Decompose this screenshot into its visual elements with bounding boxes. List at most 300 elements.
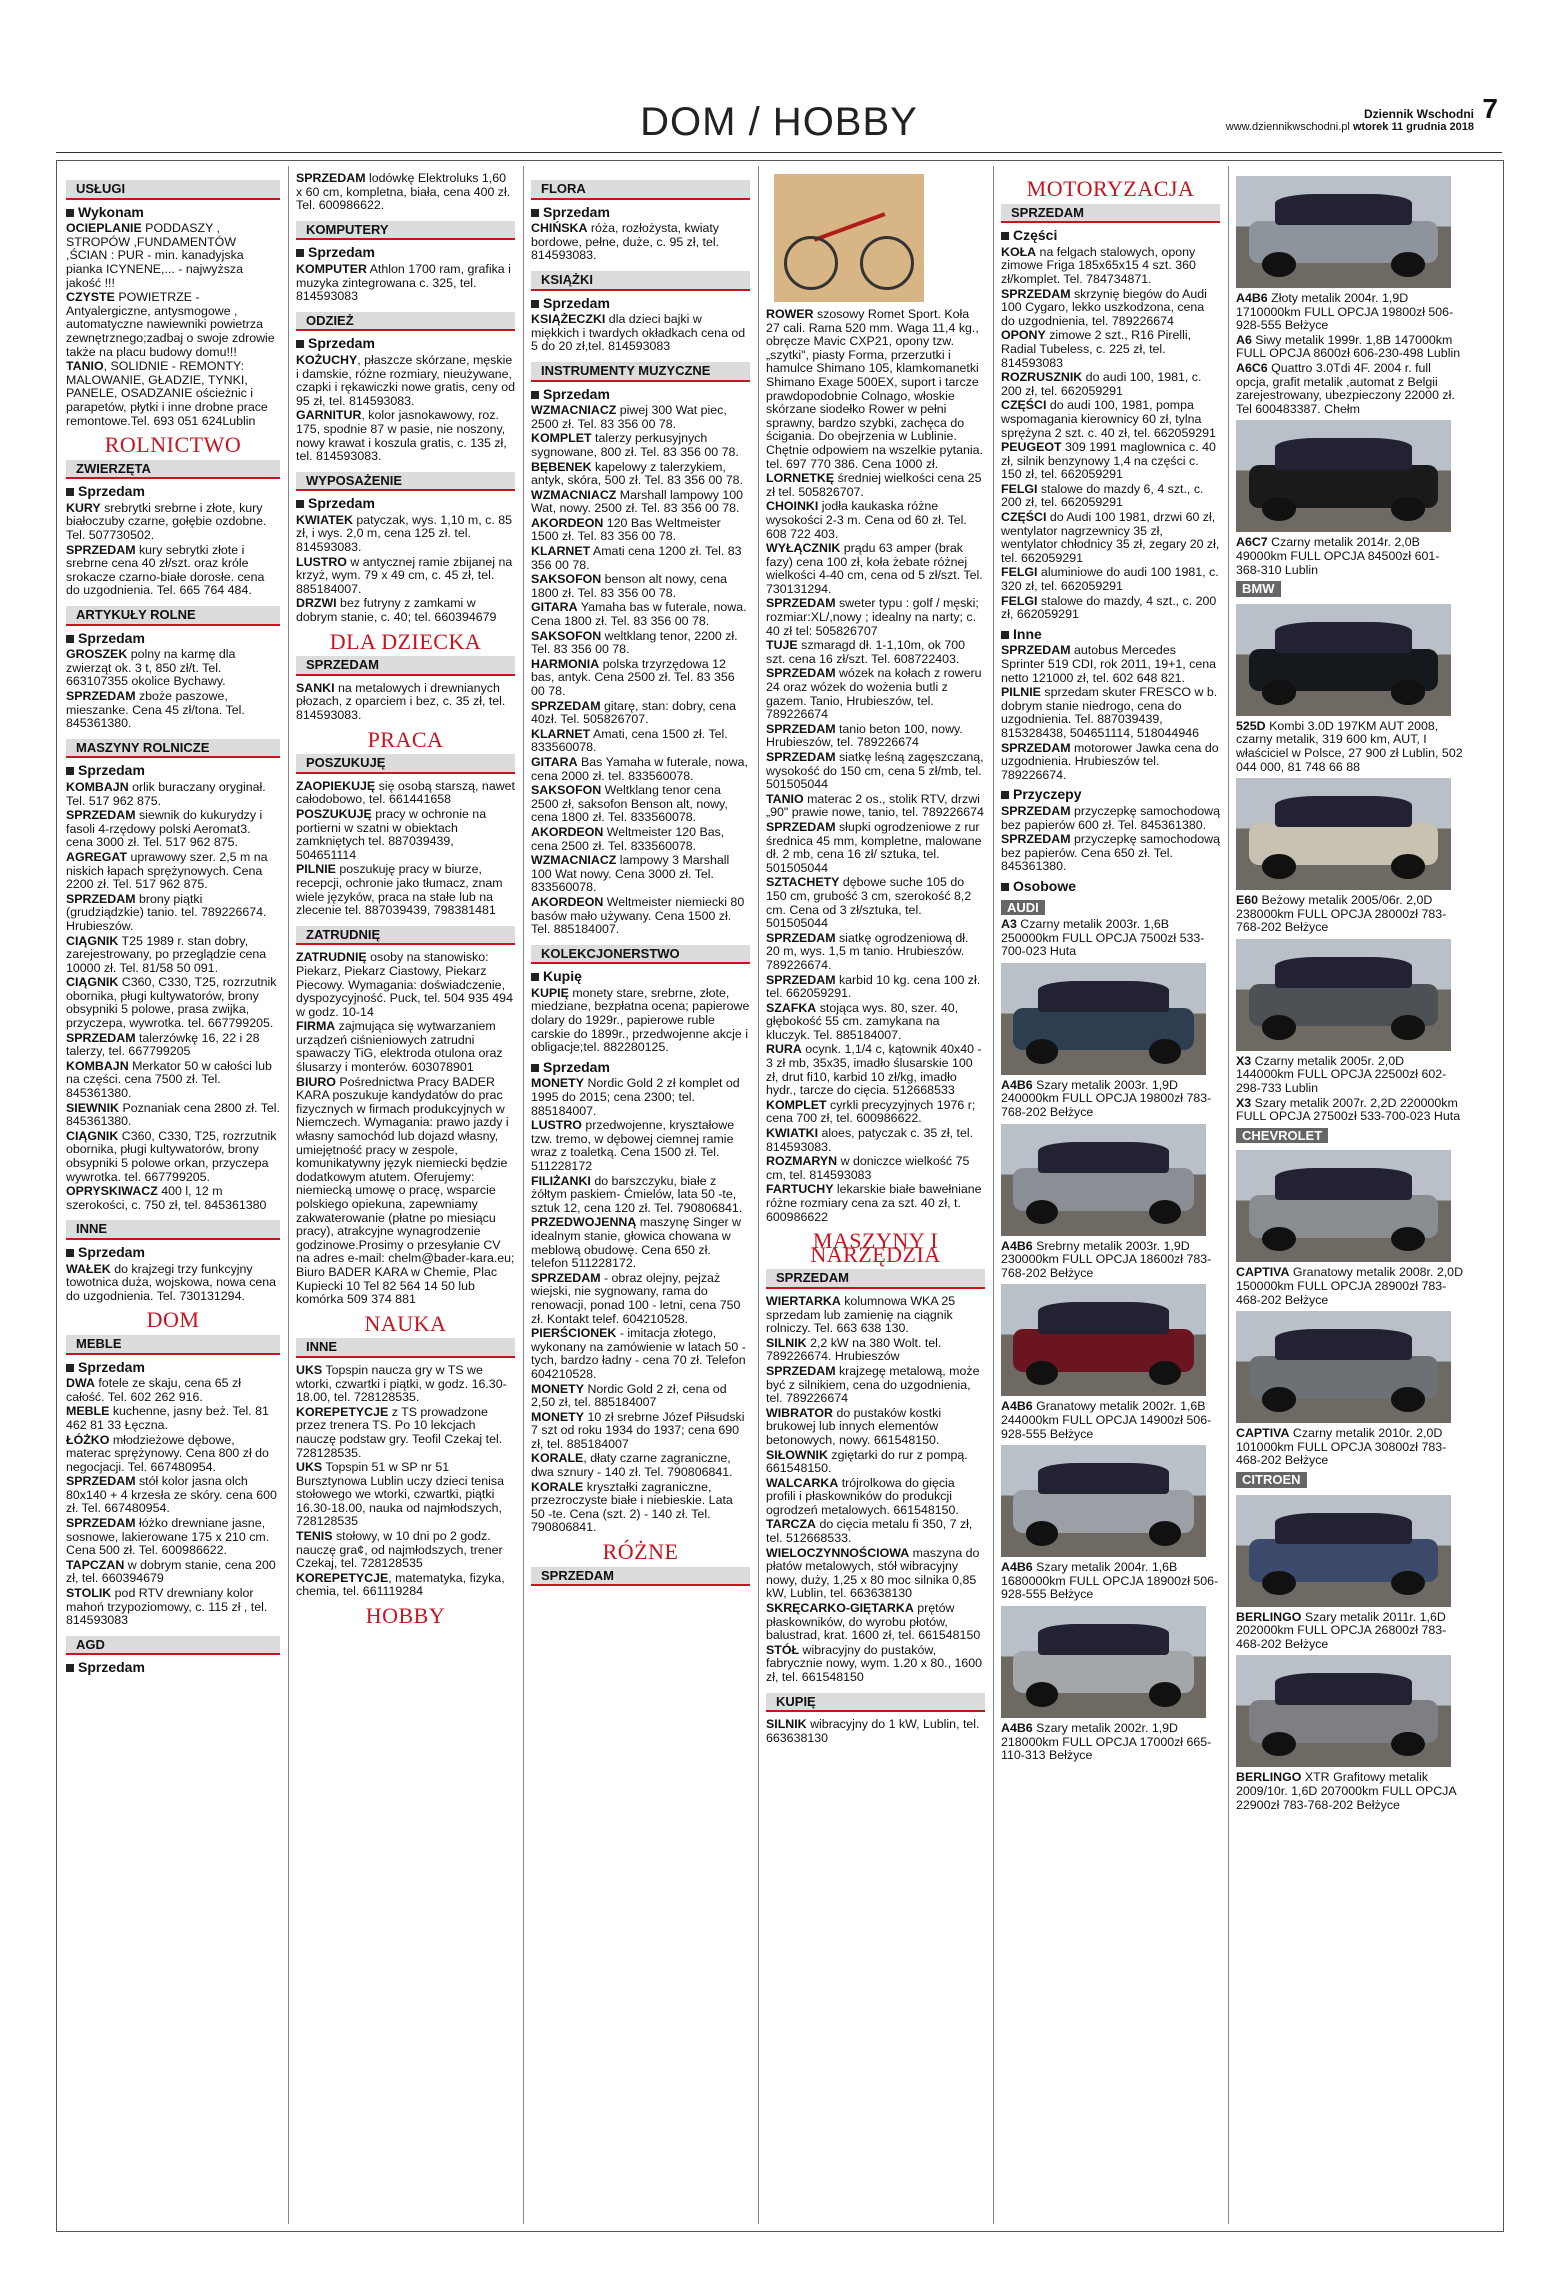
classified-ad bbox=[766, 1043, 985, 1097]
ad-keyword: A4B6 bbox=[1001, 1560, 1033, 1575]
car-photo bbox=[1236, 604, 1451, 716]
brand-label-row bbox=[1001, 897, 1220, 919]
ad-keyword: KUPIĘ bbox=[531, 985, 569, 1000]
ad-keyword: ŁÓŻKO bbox=[66, 1432, 110, 1447]
column-5 bbox=[1001, 172, 1220, 2222]
ad-text: sweter typu : golf / męski; rozmiar:XL/,nowy ; idealny na narty; c. 40 zł tel: 505826707 bbox=[766, 596, 979, 638]
ad-text: do barszczyku, białe z żółtym paskiem- Ćmielów, lata 50 -te, sztuk 12, cena 120 zł. Tel. 790806841. bbox=[531, 1173, 743, 1215]
category-header: KSIĄŻKI bbox=[531, 271, 750, 291]
classified-ad bbox=[296, 1530, 515, 1571]
ad-keyword: KOŁA bbox=[1001, 244, 1037, 259]
ad-text: Quattro 3.0Tdi 4F. 2004 r. full opcja, grafit metalik ,automat z Belgii zarejestrowany, ubezpieczony 22000 zł. Tel 600483387. Chełm bbox=[1236, 360, 1455, 416]
classified-ad bbox=[766, 932, 985, 973]
ad-keyword: A6C6 bbox=[1236, 360, 1268, 375]
ad-keyword: TAPCZAN bbox=[66, 1557, 125, 1572]
classified-ad bbox=[66, 1475, 280, 1516]
section-heading: MOTORYZACJA bbox=[1026, 176, 1195, 201]
ad-keyword: SPRZEDAM bbox=[766, 972, 836, 987]
ad-text: przyczepkę samochodową bez papierów 600 zł. Tel. 845361380. bbox=[1001, 803, 1220, 832]
ad-keyword: WYŁĄCZNIK bbox=[766, 541, 841, 556]
ad-keyword: SPRZEDAM bbox=[766, 1363, 836, 1378]
classified-ad bbox=[1001, 329, 1220, 370]
ad-text: C360, C330, T25, rozrzutnik obornika, pługi kultywatorów, brony obsypniki 5 polowe orkan, przyczepa wywrotka. tel. 667799205. bbox=[66, 1128, 277, 1184]
car-window bbox=[1275, 438, 1413, 469]
ad-keyword: SPRZEDAM bbox=[66, 1516, 136, 1531]
classified-ad bbox=[766, 1183, 985, 1224]
car-wheel bbox=[1262, 680, 1296, 705]
classified-ad bbox=[766, 1002, 985, 1043]
ad-text: osoby na stanowisko: Piekarz, Piekarz Ciastowy, Piekarz Piecowy. Wymagania: doświadczenie, dyspozycyjność. Puck, tel. 504 935 494 w godz. 10-14 bbox=[296, 950, 513, 1019]
brand-label-row bbox=[1236, 1125, 1464, 1147]
ad-text: materac 2 os., stolik RTV, drzwi „90" prawie nowe, tanio, tel. 789226674 bbox=[766, 791, 984, 820]
classified-ad bbox=[531, 1452, 750, 1479]
ad-keyword: CAPTIVA bbox=[1236, 1265, 1290, 1280]
ad-keyword: CIĄGNIK bbox=[66, 933, 119, 948]
ad-text: poszukuję pracy w biurze, recepcji, ochronie jako tłumacz, znam wiele języków, praca na stałe lub na zlecenie tel. 887039439, 798381481 bbox=[296, 862, 503, 918]
classified-ad bbox=[1236, 1611, 1464, 1652]
classified-ad bbox=[66, 1434, 280, 1475]
ad-keyword: KSIĄŻECZKI bbox=[531, 312, 606, 327]
classified-ad bbox=[66, 502, 280, 543]
ad-keyword: A3 bbox=[1001, 917, 1017, 932]
ad-keyword: KOREPETYCJE bbox=[296, 1570, 389, 1585]
category-header: POSZUKUJĘ bbox=[296, 754, 515, 774]
ad-text: Siwy metalik 1999r. 1,8B 147000km FULL OPCJA 8600zł 606-230-498 Lublin bbox=[1236, 332, 1461, 361]
classified-ad bbox=[296, 354, 515, 408]
classified-ad bbox=[1001, 399, 1220, 440]
classified-ad bbox=[531, 545, 750, 572]
car-window bbox=[1038, 1302, 1169, 1333]
classified-ad bbox=[1236, 1097, 1464, 1124]
ad-keyword: CZĘŚCI bbox=[1001, 398, 1047, 413]
classified-ad bbox=[296, 808, 515, 862]
ad-keyword: MONETY bbox=[531, 1381, 585, 1396]
ad-text: prętów płaskowników, do wyrobu płotów, balustrad, krat. 1600 zł, tel. 661548150 bbox=[766, 1601, 981, 1643]
ad-text: stalowe do mazdy 6, 4 szt., c. 200 zł, tel. 662059291 bbox=[1001, 481, 1204, 510]
classified-ad bbox=[766, 821, 985, 875]
ad-keyword: LUSTRO bbox=[531, 1118, 582, 1133]
ad-keyword: LUSTRO bbox=[296, 554, 347, 569]
classified-ad bbox=[66, 222, 280, 290]
ad-keyword: ZAOPIEKUJĘ bbox=[296, 778, 376, 793]
classified-ad bbox=[1001, 918, 1220, 959]
ad-keyword: CIĄGNIK bbox=[66, 975, 119, 990]
ad-keyword: OPONY bbox=[1001, 328, 1046, 343]
classified-ad bbox=[296, 514, 515, 555]
ad-text: , matematyka, fizyka, chemia, tel. 661119284 bbox=[296, 1570, 505, 1599]
ad-text: , kolor jasnokawowy, roz. 175, spodnie 87 w pasie, nie noszony, nowy krawat i koszula gratis, c. 135 zł, tel. 814593083. bbox=[296, 408, 507, 464]
ad-text: do krajzegi trzy funkcyjny towotnica duża, wojskowa, nowa cena do uzgodnienia. Tel. 730131294. bbox=[66, 1261, 277, 1303]
car-wheel bbox=[1026, 1361, 1059, 1386]
ad-text: , dłaty czarne zagraniczne, dwa sznury - 140 zł. Tel. 790806841. bbox=[531, 1451, 733, 1480]
subcategory-label: Sprzedam bbox=[66, 632, 280, 646]
ad-text: szmaragd dł. 1-1,10m, ok 700 szt. cena 16 zł/szt. Tel. 608722403. bbox=[766, 638, 966, 666]
ad-keyword: AKORDEON bbox=[531, 515, 604, 530]
classified-ad bbox=[1001, 833, 1220, 874]
ad-keyword: CHIŃSKA bbox=[531, 221, 588, 236]
ad-keyword: KURY bbox=[66, 500, 101, 515]
ad-keyword: FELGI bbox=[1001, 565, 1038, 580]
ad-keyword: SPRZEDAM bbox=[766, 930, 836, 945]
subcategory-label: Sprzedam bbox=[66, 1361, 280, 1375]
classified-ad bbox=[66, 1263, 280, 1304]
classified-ad bbox=[531, 1119, 750, 1173]
ad-text: , płaszcze skórzane, męskie i damskie, różne rozmiary, nieużywane, czapki i rękawiczki nowe gratis, ceny od 95 zł, tel. 814593083. bbox=[296, 352, 515, 408]
ad-text: Złoty metalik 2004r. 1,9D 1710000km FULL OPCJA 19800zł 506-928-555 Bełżyce bbox=[1236, 291, 1454, 333]
ad-text: lampowy 3 Marshall 100 Wat nowy. Cena 3000 zł. Tel. 833560078. bbox=[531, 853, 730, 895]
ad-text: Czarny metalik 2010r. 2,0D 101000km FULL OPCJA 30800zł 783-468-202 Bełżyce bbox=[1236, 1426, 1447, 1468]
category-header: INNE bbox=[296, 1338, 515, 1358]
ad-text: do audi 100, 1981, c. 200 zł, tel. 662059291 bbox=[1001, 370, 1202, 398]
column-divider bbox=[993, 166, 994, 2224]
category-header: AGD bbox=[66, 1636, 280, 1656]
classified-ad bbox=[766, 1365, 985, 1406]
car-wheel bbox=[1149, 1521, 1182, 1546]
ad-text: Nordic Gold 2 zł komplet od 1995 do 2015; cena 2300; tel. 885184007. bbox=[531, 1076, 740, 1118]
subcategory-label: Sprzedam bbox=[531, 1061, 750, 1075]
ad-keyword: GITARA bbox=[531, 754, 578, 769]
column-divider bbox=[1228, 166, 1229, 2224]
ad-keyword: RURA bbox=[766, 1042, 802, 1057]
ad-text: zboże paszowe, mieszanke. Cena 45 zł/tona. Tel. 845361380. bbox=[66, 689, 245, 731]
ad-keyword: SPRZEDAM bbox=[66, 542, 136, 557]
ad-keyword: KOMPLET bbox=[531, 431, 592, 446]
ad-text: przyczepkę samochodową bez papierów. Cena 650 zł. Tel. 845361380. bbox=[1001, 832, 1220, 874]
bicycle-wheel bbox=[860, 236, 914, 290]
ad-keyword: PILNIE bbox=[1001, 685, 1041, 700]
paper-url[interactable]: www.dziennikwschodni.pl bbox=[1225, 121, 1350, 133]
header-rule bbox=[56, 152, 1502, 153]
ad-keyword: SPRZEDAM bbox=[66, 1030, 136, 1045]
ad-text: fotele ze skaju, cena 65 zł całość. Tel. 602 262 916. bbox=[66, 1376, 241, 1404]
ad-text: aloes, patyczak c. 35 zł, tel. 814593083. bbox=[766, 1126, 974, 1154]
classified-ad bbox=[66, 1130, 280, 1184]
page-title: DOM / HOBBY bbox=[640, 100, 918, 144]
ad-text: Czarny metalik 2014r. 2,0B 49000km FULL OPCJA 84500zł 601-368-310 Lublin bbox=[1236, 535, 1440, 577]
ad-text: zimowe 2 szt., R16 Pirelli, Radial Tubeless, c. 225 zł, tel. 814593083 bbox=[1001, 328, 1192, 370]
ad-text: Amati cena 1200 zł. Tel. 83 356 00 78. bbox=[531, 544, 742, 572]
ad-keyword: SAKSOFON bbox=[531, 783, 602, 798]
section-heading: RÓŻNE bbox=[602, 1539, 679, 1565]
column-3 bbox=[531, 172, 750, 2222]
ad-text: pod RTV drewniany kolor mahoń trzypoziomowy, c. 115 zł , tel. 814593083 bbox=[66, 1586, 268, 1628]
ad-keyword: PEUGEOT bbox=[1001, 440, 1062, 455]
ad-text: cyrkli precyzyjnych 1976 r; cena 700 zł, tel. 600986622. bbox=[766, 1097, 976, 1126]
ad-text: 10 zł srebrne Józef Piłsudski 7 szt od roku 1934 do 1937; cena 690 zł, tel. 885184007 bbox=[531, 1409, 745, 1451]
classified-ad bbox=[766, 1449, 985, 1476]
car-window bbox=[1275, 1329, 1413, 1360]
category-header: MEBLE bbox=[66, 1335, 280, 1355]
ad-keyword: GITARA bbox=[531, 600, 578, 615]
classified-ad bbox=[296, 1020, 515, 1074]
ad-text: Czarny metalik 2003r. 1,6B 250000km FULL OPCJA 7500zł 533-700-023 Huta bbox=[1001, 917, 1205, 959]
classified-ad bbox=[531, 987, 750, 1055]
ad-keyword: BERLINGO bbox=[1236, 1770, 1302, 1785]
category-header: FLORA bbox=[531, 180, 750, 200]
car-photo bbox=[1236, 1150, 1451, 1262]
classified-ad bbox=[1236, 334, 1464, 361]
ad-text: stół kolor jasna olch 80x140 + 4 krzesła ze skóry. cena 600 zł. Tel. 667480954. bbox=[66, 1474, 277, 1516]
classified-ad bbox=[531, 826, 750, 853]
ad-text: na felgach stalowych, opony zimowe Friga 185x65x15 4 szt. 360 zł/komplet. Tel. 784734871. bbox=[1001, 244, 1196, 286]
car-window bbox=[1038, 1463, 1169, 1494]
ad-text: kolumnowa WKA 25 sprzedam lub zamienię na ciągnik rolniczy. Tel. 663 638 130. bbox=[766, 1293, 956, 1336]
classified-ad bbox=[531, 700, 750, 727]
ad-keyword: SZAFKA bbox=[766, 1000, 817, 1015]
ad-keyword: OPRYSKIWACZ bbox=[66, 1184, 158, 1199]
ad-text: weltklang tenor, 2200 zł. Tel. 83 356 00 78. bbox=[531, 628, 738, 657]
car-wheel bbox=[1391, 1227, 1425, 1252]
brand-label: AUDI bbox=[1001, 900, 1045, 916]
ad-text: się osobą starszą, nawet całodobowo, tel. 661441658 bbox=[296, 778, 515, 807]
ad-keyword: WZMACNIACZ bbox=[531, 853, 617, 868]
ad-keyword: DWA bbox=[66, 1376, 95, 1391]
ad-text: 400 l, 12 m szerokości, c. 750 zł, tel. 845361380 bbox=[66, 1184, 267, 1212]
subcategory-label: Przyczepy bbox=[1001, 788, 1220, 802]
ad-text: Szary metalik 2004r. 1,6B 1680000km FULL OPCJA 18900zł 506-928-555 Bełżyce bbox=[1001, 1560, 1219, 1602]
ad-keyword: E60 bbox=[1236, 893, 1259, 908]
ad-keyword: SILNIK bbox=[766, 1717, 807, 1732]
classified-ad bbox=[531, 854, 750, 895]
subcategory-label: Sprzedam bbox=[531, 297, 750, 311]
ad-keyword: SPRZEDAM bbox=[766, 819, 836, 834]
classified-ad bbox=[1236, 1055, 1464, 1096]
ad-keyword: TANIO bbox=[766, 791, 804, 806]
column-4 bbox=[766, 172, 985, 2222]
car-wheel bbox=[1391, 252, 1425, 277]
ad-text: Szary metalik 2011r. 1,6D 202000km FULL OPCJA 26800zł 783-468-202 Bełżyce bbox=[1236, 1609, 1447, 1651]
classified-ad bbox=[531, 432, 750, 459]
classified-ad bbox=[1236, 292, 1464, 333]
classified-ad bbox=[66, 1559, 280, 1586]
ad-keyword: KOMBAJN bbox=[66, 779, 129, 794]
ad-text: monety stare, srebrne, złote, miedziane, bezpłatna ocena; papierowe dolary do 1929r., papierowe ruble carskie do 1899r., przedwojenne akcje i obligacje;tel. 882280125. bbox=[531, 985, 750, 1055]
classified-ad bbox=[531, 489, 750, 516]
ad-text: uprawowy szer. 2,5 m na niskich łapach sprężynowych. Cena 2200 zł. Tel. 517 962 875. bbox=[66, 849, 268, 892]
ad-keyword: SPRZEDAM bbox=[66, 689, 136, 703]
ad-keyword: WZMACNIACZ bbox=[531, 487, 617, 502]
ad-text: na metalowych i drewnianych płozach, z oparciem i bez, c. 35 zł, tel. 814593083. bbox=[296, 680, 506, 722]
ad-text: wózek na kołach z roweru 24 oraz wózek do wożenia butli z gazem. Tanio, Hrubieszów, tel. 789226674 bbox=[766, 666, 982, 722]
ad-keyword: AKORDEON bbox=[531, 894, 604, 909]
ad-keyword: KORALE bbox=[531, 1479, 584, 1494]
section-heading: PRACA bbox=[367, 726, 444, 752]
ad-text: Nordic Gold 2 zł, cena od 2,50 zł, tel. 885184007 bbox=[531, 1381, 727, 1410]
ad-keyword: TENIS bbox=[296, 1529, 333, 1544]
ad-keyword: KOŻUCHY bbox=[296, 352, 358, 367]
car-photo bbox=[1236, 778, 1451, 890]
ad-text: Weltklang tenor cena 2500 zł, saksofon Benson alt, nowy, cena 1800 zł. Tel. 833560078. bbox=[531, 783, 728, 825]
ad-keyword: BIURO bbox=[296, 1074, 336, 1089]
ad-text: dla dzieci bajki w miękkich i twardych okładkach cena od 5 do 20 zł,tel. 814593083 bbox=[531, 312, 746, 354]
car-wheel bbox=[1262, 1015, 1296, 1040]
ad-keyword: CZYSTE bbox=[66, 290, 115, 305]
classified-ad bbox=[1001, 1561, 1220, 1602]
classified-ad bbox=[1001, 805, 1220, 832]
ad-keyword: FARTUCHY bbox=[766, 1182, 834, 1197]
column-divider bbox=[523, 166, 524, 2224]
ad-keyword: CZĘŚCI bbox=[1001, 510, 1047, 525]
classified-ad bbox=[296, 172, 515, 213]
car-wheel bbox=[1149, 1039, 1182, 1064]
ad-keyword: FELGI bbox=[1001, 593, 1038, 608]
ad-text: Merkator 50 w całości lub na części. cena 7500 zł. Tel. 845361380. bbox=[66, 1058, 272, 1101]
ad-text: 120 Bas Weltmeister 1500 zł. Tel. 83 356 00 78. bbox=[531, 515, 721, 544]
car-wheel bbox=[1149, 1200, 1182, 1225]
classified-ad bbox=[66, 544, 280, 598]
classified-ad bbox=[531, 1481, 750, 1535]
ad-keyword: A4B6 bbox=[1001, 1721, 1033, 1735]
ad-text: srebrytki srebrne i złote, kury białoczuby czarne, gołębie ozdobne. Tel. 507730502. bbox=[66, 500, 267, 543]
car-window bbox=[1038, 1142, 1169, 1173]
ad-keyword: POSZUKUJĘ bbox=[296, 806, 372, 821]
ad-text: polny na karmę dla zwierząt ok. 3 t, 850 zł/t. Tel. 663107355 okolice Bychawy. bbox=[66, 647, 236, 689]
ad-text: Amati, cena 1500 zł. Tel. 833560078. bbox=[531, 726, 728, 755]
classified-ad bbox=[1001, 566, 1220, 593]
subcategory-label: Sprzedam bbox=[66, 1661, 280, 1675]
category-header: KOLEKCJONERSTWO bbox=[531, 945, 750, 965]
ad-keyword: SAKSOFON bbox=[531, 572, 602, 587]
column-1 bbox=[66, 172, 280, 2222]
car-photo bbox=[1236, 420, 1451, 532]
ad-text: skrzynię biegów do Audi 100 Cygaro, lekko uszkodzona, cena do uzgodnienia, tel. 789226674 bbox=[1001, 286, 1207, 328]
classified-ad bbox=[1001, 1240, 1220, 1281]
ad-text: maszynę Singer w idealnym stanie, głowica chowana w meblową obudowę. Cena 650 zł. telefon 511228172. bbox=[531, 1215, 742, 1271]
ad-text: patyczak, wys. 1,10 m, c. 85 zł, i wys. 2,0 m, cena 125 zł. tel. 814593083. bbox=[296, 512, 512, 555]
ad-keyword: GROSZEK bbox=[66, 647, 128, 662]
ad-text: pracy w ochronie na portierni w szatni w obiektach zamkniętych tel. 887039439, 504651114 bbox=[296, 806, 487, 862]
classified-ad bbox=[296, 1364, 515, 1405]
car-wheel bbox=[1262, 854, 1296, 879]
ad-keyword: LORNETKĘ bbox=[766, 471, 835, 486]
ad-text: kryształki zagraniczne, przezroczyste białe i niebieskie. Lata 50 -te. Cena (szt. 2) - 140 zł. Tel. 790806841. bbox=[531, 1479, 733, 1535]
ad-keyword: GARNITUR bbox=[296, 408, 362, 423]
ad-text: lekarskie białe bawełniane różne rozmiary cena za szt. 40 zł, t. 600986622 bbox=[766, 1182, 982, 1224]
ad-text: szosowy Romet Sport. Koła 27 cali. Rama 520 mm. Waga 11,4 kg., obręcze Mavic CXP21, opony tzw. „szytki", piasty Forma, przerzutki i hamulce Shimano 105, klamkomanetki Shimano Exage 500EX, suport i tarcze prawdopodobnie Colnago, włoskie skórzane siodełko Rower w pełni sprawny, bardzo szybki, zachęca do ścigania. Do obejrzenia w Lublinie. Chętnie odpowiem na wszelkie pytania. tel. 697 770 386. Cena 1000 zł. bbox=[766, 307, 983, 471]
ad-text: Szary metalik 2007r. 2,2D 220000km FULL OPCJA 27500zł 533-700-023 Huta bbox=[1236, 1095, 1461, 1124]
car-photo bbox=[1236, 939, 1451, 1051]
subcategory-label: Sprzedam bbox=[296, 337, 515, 351]
ad-keyword: SILNIK bbox=[766, 1335, 807, 1350]
classified-ad bbox=[531, 1383, 750, 1410]
brand-label: CHEVROLET bbox=[1236, 1128, 1328, 1144]
classified-ad bbox=[1001, 511, 1220, 565]
ad-keyword: PRZEDWOJENNĄ bbox=[531, 1215, 637, 1230]
ad-keyword: BERLINGO bbox=[1236, 1609, 1302, 1624]
car-photo bbox=[1236, 1655, 1451, 1767]
ad-text: XTR Grafitowy metalik 2009/10r. 1,6D 207000km FULL OPCJA 22900zł 783-768-202 Bełżyce bbox=[1236, 1770, 1456, 1812]
ad-text: krajzegę metalową, może być z silnikiem, cena do uzgodnienia, tel. 789226674 bbox=[766, 1363, 980, 1406]
car-photo bbox=[1001, 1606, 1206, 1718]
classified-ad bbox=[1236, 1771, 1464, 1812]
car-photo bbox=[1236, 1495, 1451, 1607]
ad-keyword: SIŁOWNIK bbox=[766, 1447, 828, 1462]
ad-text: zajmująca się wytwarzaniem urządzeń ciśnieniowych zatrudni spawaczy TiG, elektroda otulona oraz ślusarzy i monterów. 603078901 bbox=[296, 1019, 503, 1075]
ad-text: karbid 10 kg. cena 100 zł. tel. 662059291. bbox=[766, 972, 981, 1001]
car-window bbox=[1038, 981, 1169, 1012]
category-header: SPRZEDAM bbox=[296, 656, 515, 676]
classified-ad bbox=[531, 461, 750, 488]
ad-keyword: SPRZEDAM bbox=[1001, 286, 1071, 301]
classified-ad bbox=[66, 809, 280, 850]
ad-text: Szary metalik 2002r. 1,9D 218000km FULL OPCJA 17000zł 665-110-313 Bełżyce bbox=[1001, 1721, 1212, 1763]
ad-text: Srebrny metalik 2003r. 1,9D 230000km FULL OPCJA 18600zł 783-768-202 Bełżyce bbox=[1001, 1238, 1212, 1280]
ad-keyword: FELGI bbox=[1001, 481, 1038, 496]
classified-ad bbox=[766, 1644, 985, 1685]
ad-text: brony piątki (grudziądzkie) tanio. tel. 789226674. Hrubieszów. bbox=[66, 891, 267, 933]
classified-ad bbox=[766, 308, 985, 471]
classified-ad bbox=[531, 728, 750, 755]
ad-keyword: ROWER bbox=[766, 307, 814, 321]
ad-keyword: KLARNET bbox=[531, 544, 591, 559]
ad-text: tanio beton 100, nowy. Hrubieszów, tel. 789226674 bbox=[766, 721, 963, 750]
car-window bbox=[1038, 1624, 1169, 1655]
section-heading: ROLNICTWO bbox=[104, 432, 242, 458]
ad-keyword: TANIO bbox=[66, 359, 104, 374]
section-heading: HOBBY bbox=[365, 1603, 446, 1629]
classified-ad bbox=[1001, 595, 1220, 622]
ad-text: autobus Mercedes Sprinter 519 CDI, rok 2011, 19+1, cena netto 121000 zł, tel. 602 648 821. bbox=[1001, 643, 1217, 685]
car-wheel bbox=[1026, 1682, 1059, 1707]
classified-ad bbox=[66, 291, 280, 359]
ad-keyword: SPRZEDAM bbox=[531, 698, 601, 713]
category-header: ARTYKUŁY ROLNE bbox=[66, 606, 280, 626]
car-wheel bbox=[1391, 1015, 1425, 1040]
classified-ad bbox=[531, 784, 750, 825]
issue-date: wtorek 11 grudnia 2018 bbox=[1352, 121, 1474, 133]
ad-keyword: KLARNET bbox=[531, 726, 591, 741]
car-wheel bbox=[1391, 1387, 1425, 1412]
ad-keyword: SPRZEDAM bbox=[766, 721, 836, 736]
column-divider bbox=[758, 166, 759, 2224]
ad-keyword: A4B6 bbox=[1001, 1399, 1033, 1414]
ad-text: siewnik do kukurydzy i fasoli 4-rzędowy polski Aeromat3. cena 3000 zł. Tel. 517 962 875. bbox=[66, 808, 263, 850]
ad-keyword: A6 bbox=[1236, 332, 1252, 347]
subcategory-label: Osobowe bbox=[1001, 880, 1220, 894]
column-divider bbox=[288, 166, 289, 2224]
car-wheel bbox=[1391, 1732, 1425, 1757]
ad-text: polska trzyrzędowa 12 bas, antyk. Cena 2500 zł. Tel. 83 356 00 78. bbox=[531, 656, 735, 698]
ad-text: siatkę ogrodzeniową dł. 20 m, wys. 1,5 m tanio. Hrubieszów. 789226674. bbox=[766, 930, 969, 972]
car-wheel bbox=[1262, 1571, 1296, 1596]
ad-keyword: WAŁEK bbox=[66, 1261, 111, 1276]
classified-ad bbox=[766, 793, 985, 820]
ad-text: aluminiowe do audi 100 1981, c. 320 zł, tel. 662059291 bbox=[1001, 565, 1219, 594]
car-window bbox=[1275, 194, 1413, 225]
ad-keyword: 525D bbox=[1236, 718, 1266, 733]
classified-ad bbox=[296, 863, 515, 917]
ad-text: 309 1991 maglownica c. 40 zł, silnik benzynowy 1,4 na części c. 150 zł, tel. 662059291 bbox=[1001, 440, 1216, 482]
ad-text: Czarny metalik 2005r. 2,0D 144000km FULL OPCJA 22500zł 602-298-733 Lublin bbox=[1236, 1053, 1447, 1096]
ad-keyword: WIERTARKA bbox=[766, 1293, 841, 1308]
ad-text: Topspin 51 w SP nr 51 Bursztynowa Lublin uczy dzieci tenisa stołowego we wtorki, czwartki, piątki 16.30-18.00, nauka od najmłodszych, 728128535 bbox=[296, 1460, 504, 1529]
ad-keyword: MONETY bbox=[531, 1076, 585, 1091]
classified-ad bbox=[1001, 246, 1220, 287]
ad-keyword: SPRZEDAM bbox=[66, 808, 136, 823]
ad-text: wibracyjny do pustaków, fabrycznie nowy, wym. 1.20 x 80., 1600 zł, tel. 661548150 bbox=[766, 1642, 983, 1684]
ad-text: kapelowy z talerzykiem, antyk, skóra, 500 zł. Tel. 83 356 00 78. bbox=[531, 459, 743, 488]
ad-text: trójrolkowa do gięcia profili i płaskowników do produkcji ogrodzeń metalowych. 661548150. bbox=[766, 1475, 959, 1517]
ad-keyword: WIBRATOR bbox=[766, 1405, 833, 1420]
ad-text: orlik buraczany oryginał. Tel. 517 962 875. bbox=[66, 779, 266, 808]
classified-ad bbox=[66, 976, 280, 1030]
classified-ad bbox=[296, 263, 515, 304]
classified-ad bbox=[531, 1327, 750, 1381]
classified-ad bbox=[66, 1102, 280, 1129]
ad-keyword: SPRZEDAM bbox=[1001, 643, 1071, 658]
car-wheel bbox=[1026, 1200, 1059, 1225]
ad-text: z TS prowadzone przez trenera TS. Po 10 lekcjach nauczę podstaw gry. Teofil Czekaj tel. 728128535. bbox=[296, 1404, 503, 1460]
